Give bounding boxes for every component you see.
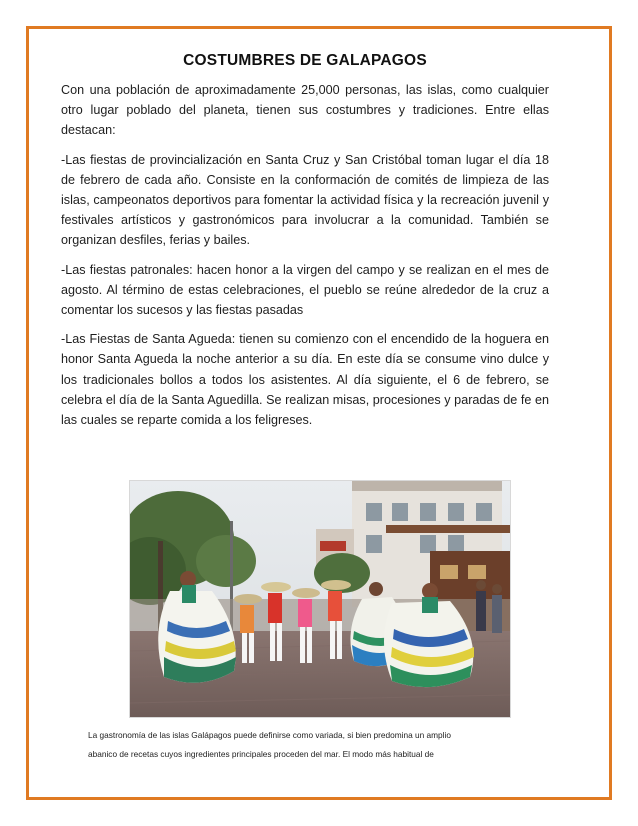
dancers-photo-illustration	[130, 481, 510, 717]
document-body	[61, 52, 549, 439]
photo-caption	[88, 726, 550, 764]
paragraph-provincializacion: -Las fiestas de provincialización en Santa Cruz y San Cristóbal toman lugar el día 18 de febrero de cada año. Consiste en la conformación de comités de limpieza de las islas, campeonatos deportivos para fomentar la actividad física y la recreación juvenil y festivales artísticos y gastronómicos para involucrar a la comunidad. También se organizan desfiles, ferias y bailes.	[61, 152, 549, 248]
caption-line: La gastronomía de las islas Galápagos puede definirse como variada, si bien predomina un amplio	[88, 730, 451, 740]
caption-line: abanico de recetas cuyos ingredientes principales proceden del mar. El modo más habitual de	[88, 749, 434, 759]
paragraph-santa-agueda: -Las Fiestas de Santa Agueda: tienen su comienzo con el encendido de la hoguera en honor Santa Agueda la noche anterior a su día. En este día se consume vino dulce y los tradicionales bollos a todos los asistentes. Al día siguiente, el 6 de febrero, se celebra el día de la Santa Aguedilla. Se realizan misas, procesiones y paradas de fe en las cuales se reparte comida a los feligreses.	[61, 332, 549, 428]
festival-photo	[129, 480, 511, 718]
page-title: COSTUMBRES DE GALAPAGOS	[183, 52, 427, 69]
paragraph-intro: Con una población de aproximadamente 25,000 personas, las islas, como cualquier otro lugar poblado del planeta, tienen sus costumbres y tradiciones. Entre ellas destacan:	[61, 83, 549, 138]
paragraph-patronales: -Las fiestas patronales: hacen honor a la virgen del campo y se realizan en el mes de agosto. Al término de estas celebraciones, el pueblo se reúne alrededor de la cruz a comentar los sucesos y las fiestas pasadas	[61, 262, 549, 318]
